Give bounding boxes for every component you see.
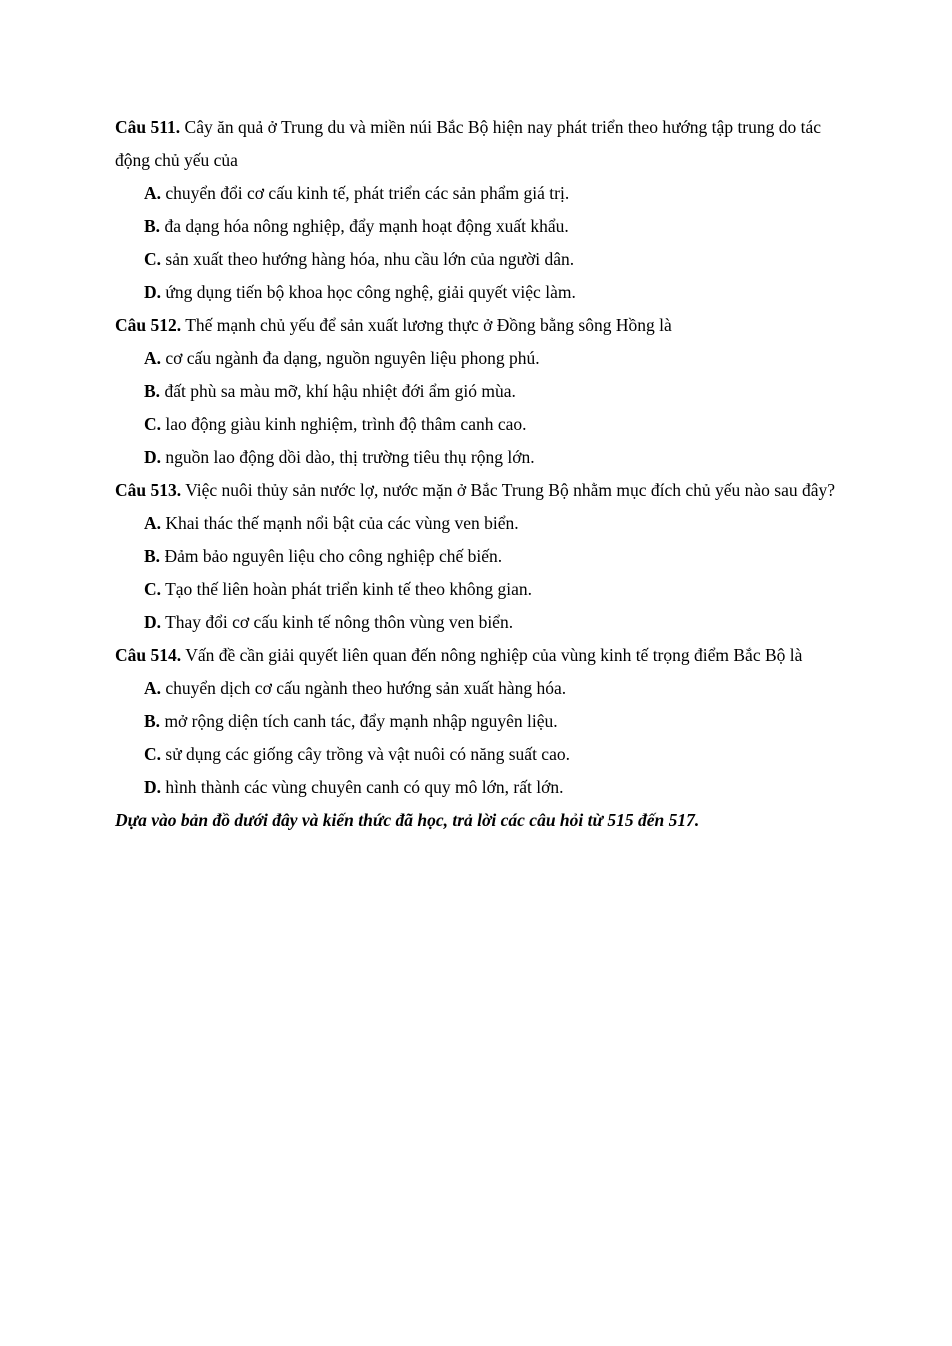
answer-option — [115, 375, 845, 408]
question-text: Thế mạnh chủ yếu để sản xuất lương thực ở Đồng bằng sông Hồng là — [185, 315, 672, 335]
option-text: sử dụng các giống cây trồng và vật nuôi có năng suất cao. — [165, 744, 570, 764]
answer-option — [115, 705, 845, 738]
option-letter: B. — [144, 216, 161, 236]
option-letter: D. — [144, 612, 162, 632]
option-letter: A. — [144, 183, 162, 203]
answer-option — [115, 243, 845, 276]
option-text: chuyển đổi cơ cấu kinh tế, phát triển các sản phẩm giá trị. — [165, 183, 570, 203]
question-text: Việc nuôi thủy sản nước lợ, nước mặn ở Bắc Trung Bộ nhằm mục đích chủ yếu nào sau đây? — [185, 480, 836, 500]
answer-option — [115, 276, 845, 309]
answer-option — [115, 540, 845, 573]
option-text: đất phù sa màu mỡ, khí hậu nhiệt đới ẩm gió mùa. — [164, 381, 516, 401]
option-text: Khai thác thế mạnh nổi bật của các vùng ven biển. — [165, 513, 519, 533]
question-stem — [115, 111, 845, 177]
option-letter: A. — [144, 513, 162, 533]
option-text: Thay đổi cơ cấu kinh tế nông thôn vùng ven biển. — [165, 612, 514, 632]
question-stem — [115, 639, 845, 672]
question-number: Câu 512. — [115, 315, 182, 335]
question-number: Câu 513. — [115, 480, 182, 500]
option-text: hình thành các vùng chuyên canh có quy mô lớn, rất lớn. — [165, 777, 564, 797]
answer-option — [115, 606, 845, 639]
document-page — [115, 111, 845, 837]
question-number: Câu 514. — [115, 645, 182, 665]
answer-option — [115, 771, 845, 804]
answer-option — [115, 738, 845, 771]
question-number: Câu 511. — [115, 117, 181, 137]
option-letter: D. — [144, 777, 162, 797]
question-text: Cây ăn quả ở Trung du và miền núi Bắc Bộ hiện nay phát triển theo hướng tập trung do tác động chủ yếu của — [115, 117, 822, 170]
answer-option — [115, 177, 845, 210]
option-letter: C. — [144, 249, 162, 269]
question-block — [115, 639, 845, 804]
answer-option — [115, 507, 845, 540]
option-text: đa dạng hóa nông nghiệp, đẩy mạnh hoạt động xuất khẩu. — [164, 216, 569, 236]
question-block — [115, 309, 845, 474]
option-text: cơ cấu ngành đa dạng, nguồn nguyên liệu phong phú. — [165, 348, 540, 368]
map-instruction: Dựa vào bản đồ dưới đây và kiến thức đã học, trả lời các câu hỏi từ 515 đến 517. — [115, 810, 700, 830]
question-block — [115, 111, 845, 309]
answer-option — [115, 342, 845, 375]
question-block — [115, 474, 845, 639]
option-text: mở rộng diện tích canh tác, đẩy mạnh nhập nguyên liệu. — [164, 711, 558, 731]
option-letter: B. — [144, 546, 161, 566]
answer-option — [115, 441, 845, 474]
option-letter: B. — [144, 711, 161, 731]
option-letter: C. — [144, 579, 162, 599]
option-text: Tạo thế liên hoàn phát triển kinh tế theo không gian. — [165, 579, 532, 599]
option-letter: C. — [144, 744, 162, 764]
option-letter: A. — [144, 678, 162, 698]
option-letter: B. — [144, 381, 161, 401]
option-text: Đảm bảo nguyên liệu cho công nghiệp chế biến. — [164, 546, 503, 566]
option-text: nguồn lao động dồi dào, thị trường tiêu thụ rộng lớn. — [165, 447, 535, 467]
question-stem — [115, 309, 845, 342]
answer-option — [115, 408, 845, 441]
option-text: ứng dụng tiến bộ khoa học công nghệ, giải quyết việc làm. — [165, 282, 576, 302]
option-letter: D. — [144, 282, 162, 302]
option-text: chuyển dịch cơ cấu ngành theo hướng sản xuất hàng hóa. — [165, 678, 567, 698]
question-stem — [115, 474, 845, 507]
option-text: lao động giàu kinh nghiệm, trình độ thâm canh cao. — [165, 414, 527, 434]
option-letter: A. — [144, 348, 162, 368]
option-text: sản xuất theo hướng hàng hóa, nhu cầu lớn của người dân. — [165, 249, 575, 269]
answer-option — [115, 573, 845, 606]
answer-option — [115, 672, 845, 705]
option-letter: D. — [144, 447, 162, 467]
option-letter: C. — [144, 414, 162, 434]
question-text: Vấn đề cần giải quyết liên quan đến nông nghiệp của vùng kinh tế trọng điểm Bắc Bộ là — [185, 645, 803, 665]
answer-option — [115, 210, 845, 243]
